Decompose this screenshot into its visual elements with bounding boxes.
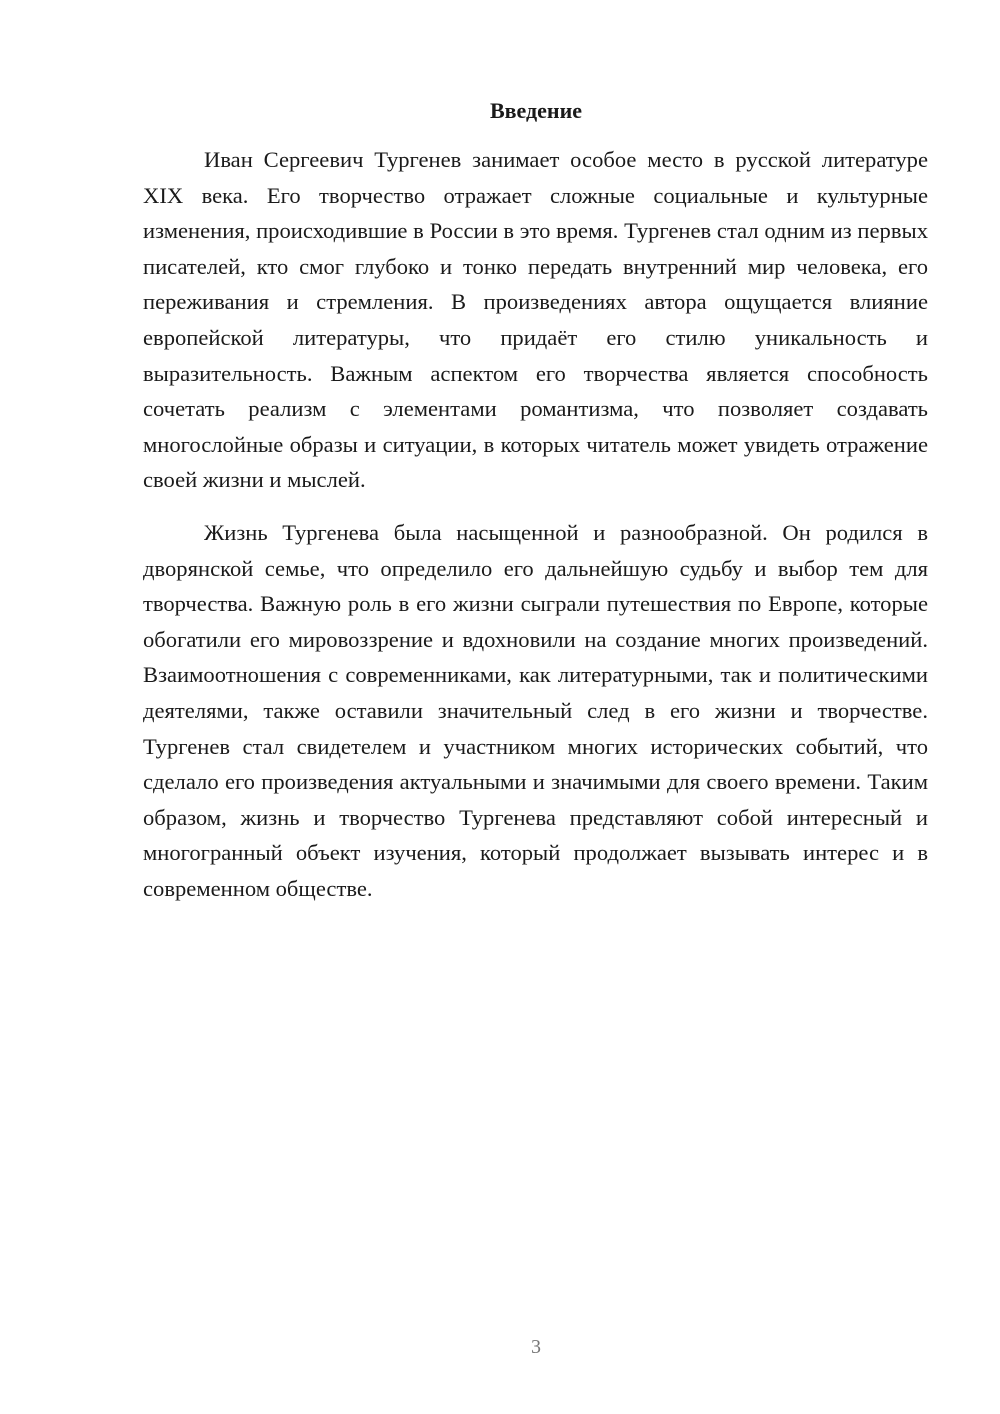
- paragraph: Жизнь Тургенева была насыщенной и разнообразной. Он родился в дворянской семье, что определило его дальнейшую судьбу и выбор тем для творчества. Важную роль в его жизни сыграли путешествия по Европе, которые обогатили его мировоззрение и вдохновили на создание многих произведений. Взаимоотношения с современниками, как литературными, так и политическими деятелями, также оставили значительный след в его жизни и творчестве. Тургенев стал свидетелем и участником многих исторических событий, что сделало его произведения актуальными и значимыми для своего времени. Таким образом, жизнь и творчество Тургенева представляют собой интересный и многогранный объект изучения, который продолжает вызывать интерес и в современном обществе.: [143, 520, 928, 901]
- paragraph: Иван Сергеевич Тургенев занимает особое место в русской литературе XIX века. Его творчество отражает сложные социальные и культурные изменения, происходившие в России в это время. Тургенев стал одним из первых писателей, кто смог глубоко и тонко передать внутренний мир человека, его переживания и стремления. В произведениях автора ощущается влияние европейской литературы, что придаёт его стилю уникальность и выразительность. Важным аспектом его творчества является способность сочетать реализм с элементами романтизма, что позволяет создавать многослойные образы и ситуации, в которых читатель может увидеть отражение своей жизни и мыслей.: [143, 147, 928, 493]
- paragraph-1-container: [143, 142, 928, 498]
- paragraph-2-container: [143, 515, 928, 907]
- page-number: 3: [531, 1336, 541, 1358]
- page-heading: Введение: [489, 98, 583, 123]
